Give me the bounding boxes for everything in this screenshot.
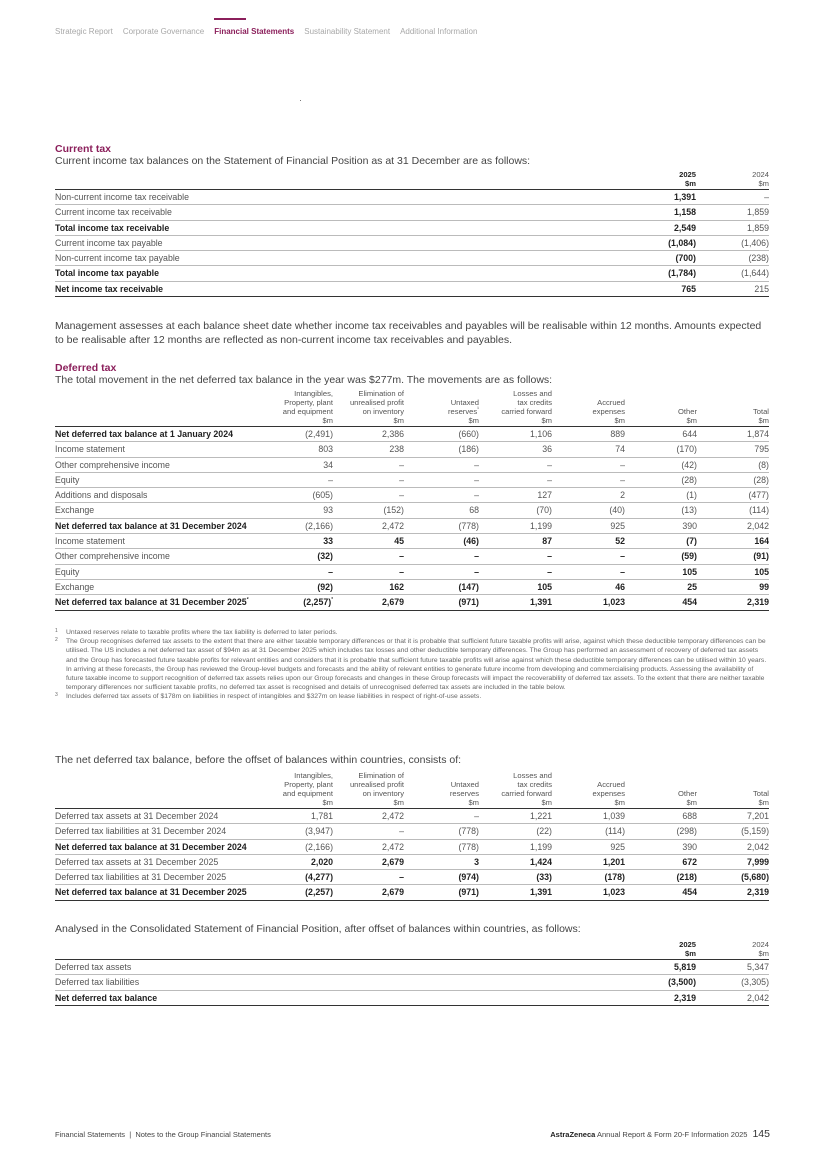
deferred-tax-col-header-7: Total $m bbox=[752, 407, 769, 425]
deferred-tax-row bbox=[55, 488, 769, 503]
deferred-tax-cell: (2,491) bbox=[305, 429, 333, 439]
deferred-tax-row-label: Other comprehensive income bbox=[55, 459, 170, 470]
net-deferred-row-label: Deferred tax liabilities at 31 December 2025 bbox=[55, 872, 227, 883]
net-deferred-col-header-3: Untaxed reserves $m bbox=[449, 780, 479, 807]
net-deferred-cell: (298) bbox=[676, 826, 697, 837]
net-deferred-row-label: Deferred tax liabilities at 31 December 2024 bbox=[55, 826, 227, 837]
net-deferred-cell: (3,947) bbox=[305, 826, 333, 837]
deferred-tax-col-header-6: Other $m bbox=[678, 407, 697, 425]
deferred-tax-cell: 74 bbox=[615, 444, 625, 455]
deferred-tax-cell: – bbox=[620, 551, 625, 562]
net-deferred-row-label: Deferred tax assets at 31 December 2025 bbox=[55, 856, 219, 867]
deferred-tax-cell: (114) bbox=[749, 505, 769, 516]
deferred-tax-cell: 52 bbox=[615, 536, 625, 547]
net-deferred-cell: 1,201 bbox=[602, 856, 625, 867]
footnote-3: 3 Includes deferred tax assets of $178m on liabilities in respect of intangibles and $327m on lease liabilities in respect of right-of-use assets. bbox=[55, 692, 482, 701]
current-tax-row bbox=[55, 205, 769, 220]
deferred-tax-cell: (32) bbox=[317, 551, 333, 562]
deferred-tax-row bbox=[55, 549, 769, 564]
net-deferred-cell: 390 bbox=[682, 841, 697, 852]
current-tax-row-label: Total income tax receivable bbox=[55, 222, 170, 233]
deferred-tax-cell: – bbox=[399, 459, 404, 470]
deferred-tax-cell: (13) bbox=[681, 505, 697, 516]
nav-item-financial-statements[interactable]: Financial Statements bbox=[214, 18, 294, 36]
footnotes bbox=[55, 628, 769, 702]
nav-item-additional-information[interactable]: Additional Information bbox=[400, 27, 478, 36]
net-deferred-cell: (114) bbox=[605, 826, 625, 837]
deferred-tax-cell: 795 bbox=[754, 444, 769, 455]
net-deferred-row bbox=[55, 809, 769, 824]
deferred-tax-cell: 2,319 bbox=[746, 597, 769, 608]
deferred-tax-row bbox=[55, 472, 769, 487]
deferred-tax-cell: 34 bbox=[323, 459, 333, 470]
deferred-tax-cell: (660) bbox=[458, 429, 479, 439]
deferred-tax-cell: (40) bbox=[609, 505, 625, 516]
deferred-tax-cell: (971) bbox=[458, 597, 479, 608]
deferred-tax-cell: (28) bbox=[681, 474, 697, 485]
analysed-value-2024: (3,305) bbox=[741, 977, 769, 988]
net-deferred-cell: (5,159) bbox=[741, 826, 769, 837]
net-deferred-cell: 1,781 bbox=[310, 811, 333, 821]
current-tax-value-2025: 1,391 bbox=[673, 192, 696, 202]
deferred-tax-row bbox=[55, 442, 769, 457]
current-tax-section bbox=[55, 143, 769, 297]
deferred-tax-cell: (91) bbox=[753, 551, 769, 562]
an-col-2025-header: 2025 $m bbox=[679, 940, 696, 958]
net-deferred-row bbox=[55, 885, 769, 900]
net-deferred-cell: 2,042 bbox=[746, 841, 769, 852]
net-deferred-intro: The net deferred tax balance, before the offset of balances within countries, consists of: bbox=[55, 754, 462, 766]
deferred-tax-cell: 390 bbox=[682, 520, 697, 531]
net-deferred-cell: 2,472 bbox=[381, 811, 404, 821]
deferred-tax-row-label: Net deferred tax balance at 31 December 2024 bbox=[55, 520, 247, 531]
footnote-2: 2 The Group recognises deferred tax assets to the extent that there are either taxable temporary differences or that it is probable that sufficient future taxable profits will arise, against which these deductible temporary differences can be utilised. The US includes a net deferred tax asset of $94m as at 31 December 2025 which includes tax losses and other deductible temporary differences. The Group has performed an assessment of recovery of deferred tax assets and the Group has forecasted future taxable profits for relevant entities and considers that it is probable that sufficient future taxable profits will arise against which these deductible temporary differences can be utilised within 10 years. In arriving at these forecasts, the Group has reviewed the Group-level budgets and forecasts and the ability of relevant entities to generate future income from developing and commercialising products. Assessing the availability of future taxable income to support recognition of deferred tax assets relies upon our Group forecasts and changes in these Group forecasts will impact the recoverability of deferred tax assets. To the extent that there are neither taxable temporary differences nor sufficient taxable profits, no deferred tax asset is recognised and details of unrecognised deferred tax assets are included in the table below. bbox=[55, 637, 767, 692]
net-deferred-cell: 1,424 bbox=[529, 856, 552, 867]
net-deferred-cell: (33) bbox=[536, 872, 552, 883]
net-deferred-cell: (218) bbox=[676, 872, 697, 883]
current-tax-row bbox=[55, 251, 769, 266]
deferred-tax-row-label: Equity bbox=[55, 474, 80, 485]
deferred-tax-row-label: Other comprehensive income bbox=[55, 551, 170, 562]
current-tax-row-label: Net income tax receivable bbox=[55, 283, 164, 294]
deferred-tax-col-header-4: Losses and tax credits carried forward $m bbox=[501, 389, 552, 425]
net-deferred-row bbox=[55, 854, 769, 869]
deferred-tax-cell: (28) bbox=[753, 474, 769, 485]
deferred-tax-cell: (170) bbox=[676, 444, 697, 455]
deferred-tax-row-label: Equity bbox=[55, 566, 80, 577]
analysed-section bbox=[55, 923, 769, 1006]
section-nav bbox=[55, 18, 477, 36]
current-tax-row-label: Current income tax payable bbox=[55, 237, 163, 248]
deferred-tax-cell: 99 bbox=[759, 581, 769, 592]
deferred-tax-row bbox=[55, 564, 769, 579]
footnote-1: 1 Untaxed reserves relate to taxable profits where the tax liability is deferred to later periods. bbox=[55, 628, 338, 636]
page-number: 145 bbox=[752, 1128, 770, 1140]
current-tax-value-2024: – bbox=[764, 192, 769, 202]
deferred-tax-cell: – bbox=[620, 566, 625, 577]
analysed-intro: Analysed in the Consolidated Statement of Financial Position, after offset of balances within countries, as follows: bbox=[55, 923, 581, 935]
analysed-row bbox=[55, 975, 769, 990]
deferred-tax-cell: – bbox=[399, 474, 404, 485]
deferred-tax-cell: 45 bbox=[394, 536, 404, 547]
deferred-tax-cell: (477) bbox=[748, 490, 769, 501]
deferred-tax-cell: 105 bbox=[754, 566, 769, 577]
deferred-tax-row bbox=[55, 595, 769, 610]
deferred-tax-cell: $(2,257)^{^3}$ bbox=[303, 597, 333, 608]
net-deferred-cell: (4,277) bbox=[305, 872, 333, 883]
deferred-tax-cell: 36 bbox=[542, 444, 552, 455]
net-deferred-cell: – bbox=[399, 872, 404, 883]
deferred-tax-cell: 164 bbox=[754, 536, 769, 547]
current-tax-row bbox=[55, 190, 769, 205]
net-deferred-cell: 2,472 bbox=[381, 841, 404, 852]
net-deferred-row-label: Net deferred tax balance at 31 December 2025 bbox=[55, 887, 247, 898]
net-deferred-cell: (971) bbox=[458, 887, 479, 898]
deferred-tax-row-label: Income statement bbox=[55, 444, 125, 455]
deferred-tax-row bbox=[55, 534, 769, 549]
deferred-tax-cell: 87 bbox=[542, 536, 552, 547]
deferred-tax-cell: 162 bbox=[389, 581, 404, 592]
deferred-tax-cell: – bbox=[620, 459, 625, 470]
deferred-tax-cell: (42) bbox=[681, 459, 697, 470]
net-deferred-cell: 2,679 bbox=[381, 856, 404, 867]
net-deferred-col-header-4: Losses and tax credits carried forward $m bbox=[501, 771, 552, 807]
deferred-tax-row-label: Net deferred tax balance at 31 December $2025^{^2}$ bbox=[55, 597, 249, 608]
current-tax-value-2025: (1,084) bbox=[668, 237, 696, 248]
stray-dot bbox=[300, 100, 301, 101]
deferred-tax-cell: – bbox=[547, 459, 552, 470]
current-tax-row bbox=[55, 281, 769, 296]
analysed-row-label: Net deferred tax balance bbox=[55, 992, 158, 1003]
net-deferred-cell: 7,999 bbox=[746, 856, 769, 867]
deferred-tax-cell: – bbox=[474, 566, 479, 577]
net-deferred-cell: 1,199 bbox=[529, 841, 552, 852]
analysed-value-2025: 2,319 bbox=[673, 992, 696, 1003]
net-deferred-cell: (22) bbox=[536, 826, 552, 837]
analysed-value-2024: 5,347 bbox=[746, 962, 769, 972]
current-tax-title: Current tax bbox=[55, 143, 112, 155]
net-deferred-cell: – bbox=[474, 811, 479, 821]
deferred-tax-cell: (778) bbox=[458, 520, 479, 531]
current-tax-value-2024: 1,859 bbox=[746, 222, 769, 233]
net-deferred-cell: 1,221 bbox=[529, 811, 552, 821]
deferred-tax-cell: (46) bbox=[463, 536, 479, 547]
analysed-row-label: Deferred tax liabilities bbox=[55, 977, 140, 988]
deferred-tax-cell: 2,679 bbox=[381, 597, 404, 608]
deferred-tax-cell: (605) bbox=[312, 490, 333, 501]
deferred-tax-cell: 1,023 bbox=[602, 597, 625, 608]
deferred-tax-cell: – bbox=[547, 474, 552, 485]
net-deferred-cell: – bbox=[399, 826, 404, 837]
current-tax-value-2024: 215 bbox=[754, 283, 769, 294]
analysed-row-label: Deferred tax assets bbox=[55, 962, 132, 972]
deferred-tax-cell: 803 bbox=[318, 444, 333, 455]
deferred-tax-title: Deferred tax bbox=[55, 362, 117, 374]
net-deferred-cell: 1,391 bbox=[529, 887, 552, 898]
deferred-tax-cell: 2,386 bbox=[381, 429, 404, 439]
net-deferred-cell: 2,679 bbox=[381, 887, 404, 898]
deferred-tax-cell: – bbox=[474, 490, 479, 501]
deferred-tax-cell: – bbox=[399, 490, 404, 501]
deferred-tax-cell: – bbox=[399, 551, 404, 562]
net-deferred-cell: 454 bbox=[682, 887, 697, 898]
deferred-tax-row bbox=[55, 518, 769, 533]
current-tax-row bbox=[55, 235, 769, 250]
net-deferred-row-label: Deferred tax assets at 31 December 2024 bbox=[55, 811, 219, 821]
current-tax-value-2025: (700) bbox=[675, 253, 696, 264]
current-tax-value-2024: (1,644) bbox=[741, 268, 769, 279]
footer-section-label: Financial Statements | Notes to the Group Financial Statements bbox=[55, 1130, 271, 1139]
net-deferred-cell: (778) bbox=[458, 841, 479, 852]
deferred-tax-cell: 454 bbox=[682, 597, 697, 608]
net-deferred-table bbox=[55, 771, 769, 901]
analysed-row bbox=[55, 960, 769, 975]
deferred-tax-section bbox=[55, 362, 769, 611]
deferred-tax-row-label: Exchange bbox=[55, 505, 95, 516]
net-deferred-col-header-5: Accrued expenses $m bbox=[592, 780, 625, 807]
deferred-tax-cell: (59) bbox=[681, 551, 697, 562]
deferred-tax-cell: 93 bbox=[323, 505, 333, 516]
net-deferred-cell: 688 bbox=[682, 811, 697, 821]
deferred-tax-row bbox=[55, 457, 769, 472]
deferred-tax-cell: 644 bbox=[682, 429, 697, 439]
net-deferred-col-header-6: Other $m bbox=[678, 789, 697, 807]
analysed-value-2025: (3,500) bbox=[668, 977, 696, 988]
net-deferred-cell: (178) bbox=[604, 872, 625, 883]
deferred-tax-cell: 1,199 bbox=[529, 520, 552, 531]
deferred-tax-cell: 1,874 bbox=[746, 429, 769, 439]
deferred-tax-col-header-2: Elimination of unrealised profit on inventory $m bbox=[349, 389, 404, 425]
current-tax-value-2025: 2,549 bbox=[673, 222, 696, 233]
deferred-tax-row-label: Additions and disposals bbox=[55, 490, 148, 501]
deferred-tax-cell: 46 bbox=[615, 581, 625, 592]
current-tax-row-label: Non-current income tax payable bbox=[55, 253, 180, 264]
deferred-tax-cell: 925 bbox=[610, 520, 625, 531]
col-2025-header: 2025 $m bbox=[679, 170, 696, 188]
deferred-tax-cell: – bbox=[620, 474, 625, 485]
deferred-tax-movement-table bbox=[55, 389, 769, 611]
current-tax-value-2025: 765 bbox=[681, 283, 696, 294]
deferred-tax-cell: (92) bbox=[317, 581, 333, 592]
deferred-tax-cell: 1,106 bbox=[529, 429, 552, 439]
net-deferred-row bbox=[55, 839, 769, 854]
net-deferred-section bbox=[55, 754, 769, 901]
current-tax-row-label: Current income tax receivable bbox=[55, 207, 172, 218]
deferred-tax-cell: – bbox=[547, 566, 552, 577]
analysed-value-2024: 2,042 bbox=[746, 992, 769, 1003]
deferred-tax-cell: (7) bbox=[686, 536, 697, 547]
net-deferred-cell: (2,166) bbox=[305, 841, 333, 852]
deferred-tax-cell: – bbox=[474, 551, 479, 562]
nav-item-strategic-report[interactable]: Strategic Report bbox=[55, 27, 113, 36]
deferred-tax-cell: 1,391 bbox=[529, 597, 552, 608]
col-2024-header: 2024 $m bbox=[752, 170, 769, 188]
deferred-tax-col-header-5: Accrued expenses $m bbox=[592, 398, 625, 425]
net-deferred-cell: (778) bbox=[458, 826, 479, 837]
an-col-2024-header: 2024 $m bbox=[752, 940, 769, 958]
current-tax-value-2024: 1,859 bbox=[746, 207, 769, 218]
deferred-tax-cell: 2,472 bbox=[381, 520, 404, 531]
current-tax-value-2024: (1,406) bbox=[741, 237, 769, 248]
deferred-tax-row-label: Income statement bbox=[55, 536, 125, 547]
net-deferred-row bbox=[55, 824, 769, 839]
net-deferred-col-header-2: Elimination of unrealised profit on inventory $m bbox=[349, 771, 404, 807]
deferred-tax-row bbox=[55, 503, 769, 518]
net-deferred-col-header-1: Intangibles, Property, plant and equipment $m bbox=[282, 771, 333, 807]
analysed-row bbox=[55, 990, 769, 1005]
deferred-tax-col-header-1: Intangibles, Property, plant and equipment $m bbox=[282, 389, 333, 425]
deferred-tax-cell: – bbox=[547, 551, 552, 562]
net-deferred-cell: 2,319 bbox=[746, 887, 769, 898]
net-deferred-cell: 672 bbox=[682, 856, 697, 867]
deferred-tax-cell: 889 bbox=[610, 429, 625, 439]
deferred-tax-cell: 2,042 bbox=[746, 520, 769, 531]
deferred-tax-cell: – bbox=[474, 474, 479, 485]
deferred-tax-cell: 105 bbox=[537, 581, 552, 592]
deferred-tax-intro: The total movement in the net deferred tax balance in the year was $277m. The movements are as follows: bbox=[55, 374, 553, 386]
deferred-tax-cell: (2,166) bbox=[305, 520, 333, 531]
nav-item-corporate-governance[interactable]: Corporate Governance bbox=[122, 27, 205, 36]
net-deferred-cell: (5,680) bbox=[741, 872, 769, 883]
net-deferred-cell: 7,201 bbox=[746, 811, 769, 821]
deferred-tax-row bbox=[55, 427, 769, 442]
current-tax-row bbox=[55, 220, 769, 235]
deferred-tax-cell: – bbox=[328, 566, 333, 577]
deferred-tax-cell: (147) bbox=[458, 581, 479, 592]
current-tax-row bbox=[55, 266, 769, 281]
deferred-tax-cell: 2 bbox=[620, 490, 625, 501]
management-paragraph: Management assesses at each balance sheet date whether income tax receivables and payables will be realisable within 12 months. Amounts expected to be realisable after 12 months are reflected as non-current income tax receivables and payables. bbox=[55, 320, 762, 346]
net-deferred-row-label: Net deferred tax balance at 31 December 2024 bbox=[55, 841, 247, 852]
net-deferred-row bbox=[55, 870, 769, 885]
net-deferred-cell: 925 bbox=[610, 841, 625, 852]
current-tax-intro: Current income tax balances on the Statement of Financial Position as at 31 December are as follows: bbox=[55, 155, 531, 167]
net-deferred-cell: 1,039 bbox=[602, 811, 625, 821]
footer-report-label: AstraZeneca Annual Report & Form 20-F Information 2025 145 bbox=[550, 1128, 770, 1140]
net-deferred-col-header-7: Total $m bbox=[752, 789, 769, 807]
deferred-tax-cell: (152) bbox=[383, 505, 404, 516]
deferred-tax-cell: (70) bbox=[536, 505, 552, 516]
deferred-tax-cell: 127 bbox=[537, 490, 552, 501]
deferred-tax-cell: 25 bbox=[687, 581, 697, 592]
deferred-tax-cell: (186) bbox=[458, 444, 479, 455]
current-tax-table bbox=[55, 170, 769, 297]
deferred-tax-row-label: Exchange bbox=[55, 581, 95, 592]
deferred-tax-cell: – bbox=[399, 566, 404, 577]
deferred-tax-cell: 105 bbox=[682, 566, 697, 577]
nav-item-sustainability-statement[interactable]: Sustainability Statement bbox=[304, 27, 391, 36]
deferred-tax-col-header-3: Untaxed reserves$^{^1}$ $m bbox=[448, 398, 479, 425]
current-tax-row-label: Total income tax payable bbox=[55, 268, 159, 279]
current-tax-value-2025: (1,784) bbox=[668, 268, 696, 279]
deferred-tax-row bbox=[55, 579, 769, 594]
current-tax-row-label: Non-current income tax receivable bbox=[55, 192, 189, 202]
net-deferred-cell: (974) bbox=[458, 872, 479, 883]
deferred-tax-cell: (8) bbox=[758, 459, 769, 470]
deferred-tax-cell: – bbox=[474, 459, 479, 470]
deferred-tax-row-label: Net deferred tax balance at 1 January 2024 bbox=[55, 429, 233, 439]
net-deferred-cell: 2,020 bbox=[310, 856, 333, 867]
analysed-table bbox=[55, 940, 769, 1006]
net-deferred-cell: (2,257) bbox=[305, 887, 333, 898]
current-tax-value-2025: 1,158 bbox=[673, 207, 696, 218]
deferred-tax-cell: 33 bbox=[323, 536, 333, 547]
current-tax-value-2024: (238) bbox=[748, 253, 769, 264]
deferred-tax-cell: – bbox=[328, 474, 333, 485]
deferred-tax-cell: 238 bbox=[389, 444, 404, 455]
net-deferred-cell: 1,023 bbox=[602, 887, 625, 898]
net-deferred-cell: 3 bbox=[474, 856, 479, 867]
analysed-value-2025: 5,819 bbox=[673, 962, 696, 972]
deferred-tax-cell: (1) bbox=[686, 490, 697, 501]
deferred-tax-cell: 68 bbox=[469, 505, 479, 516]
